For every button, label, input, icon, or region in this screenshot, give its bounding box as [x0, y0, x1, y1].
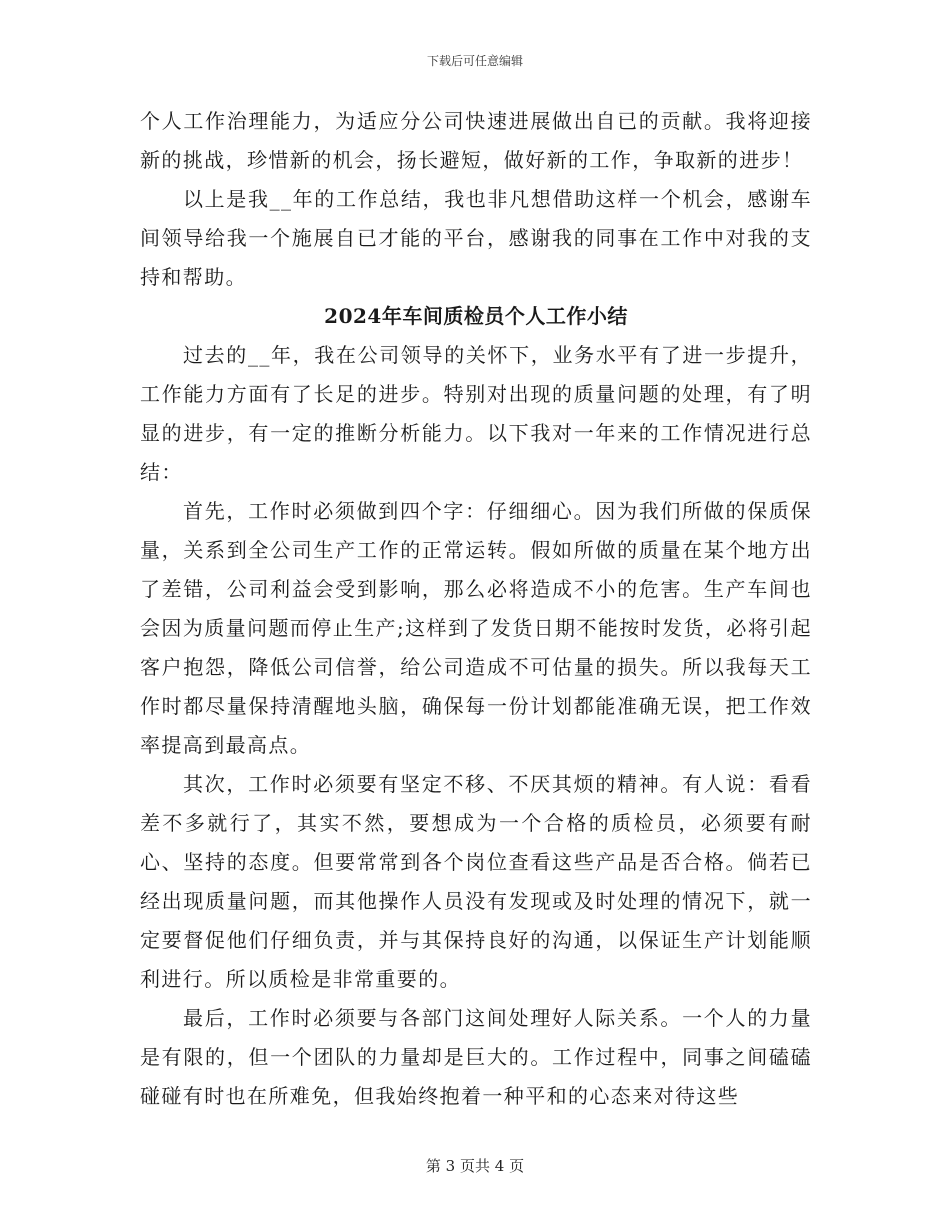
paragraph-second-point: 其次，工作时必须要有坚定不移、不厌其烦的精神。有人说：看看差不多就行了，其实不然，要想成为一个合格的质检员，必须要有耐心、坚持的态度。但要常常到各个岗位查看这些产品是否合格。倘若已经出现质量问题，而其他操作人员没有发现或及时处理的情况下，就一定要督促他们仔细负责，并与其保持良好的沟通，以保证生产计划能顺利进行。所以质检是非常重要的。	[140, 772, 812, 991]
document-body	[140, 102, 812, 1116]
paragraph-intro: 过去的__年，我在公司领导的关怀下，业务水平有了进一步提升，工作能力方面有了长足的进步。特别对出现的质量问题的处理，有了明显的进步，有一定的推断分析能力。以下我对一年来的工作情况进行总结：	[140, 343, 812, 484]
page-footer: 第 3 页共 4 页	[425, 1157, 525, 1175]
paragraph-continuation: 个人工作治理能力，为适应分公司快速进展做出自已的贡献。我将迎接新的挑战，珍惜新的机会，扬长避短，做好新的工作，争取新的进步！	[140, 109, 812, 172]
paragraph-closing-thanks: 以上是我__年的工作总结，我也非凡想借助这样一个机会，感谢车间领导给我一个施展自已才能的平台，感谢我的同事在工作中对我的支持和帮助。	[140, 187, 812, 289]
paragraph-first-point: 首先，工作时必须做到四个字：仔细细心。因为我们所做的保质保量，关系到全公司生产工作的正常运转。假如所做的质量在某个地方出了差错，公司利益会受到影响，那么必将造成不小的危害。生产车间也会因为质量问题而停止生产;这样到了发货日期不能按时发货，必将引起客户抱怨，降低公司信誉，给公司造成不可估量的损失。所以我每天工作时都尽量保持清醒地头脑，确保每一份计划都能准确无误，把工作效率提高到最高点。	[140, 499, 812, 757]
document-title: 2024年车间质检员个人工作小结	[324, 304, 628, 328]
page-header: 下载后可任意编辑	[426, 54, 523, 68]
paragraph-third-point: 最后，工作时必须要与各部门这间处理好人际关系。一个人的力量是有限的，但一个团队的力量却是巨大的。工作过程中，同事之间磕磕碰碰有时也在所难免，但我始终抱着一种平和的心态来对待这些	[140, 1006, 812, 1108]
